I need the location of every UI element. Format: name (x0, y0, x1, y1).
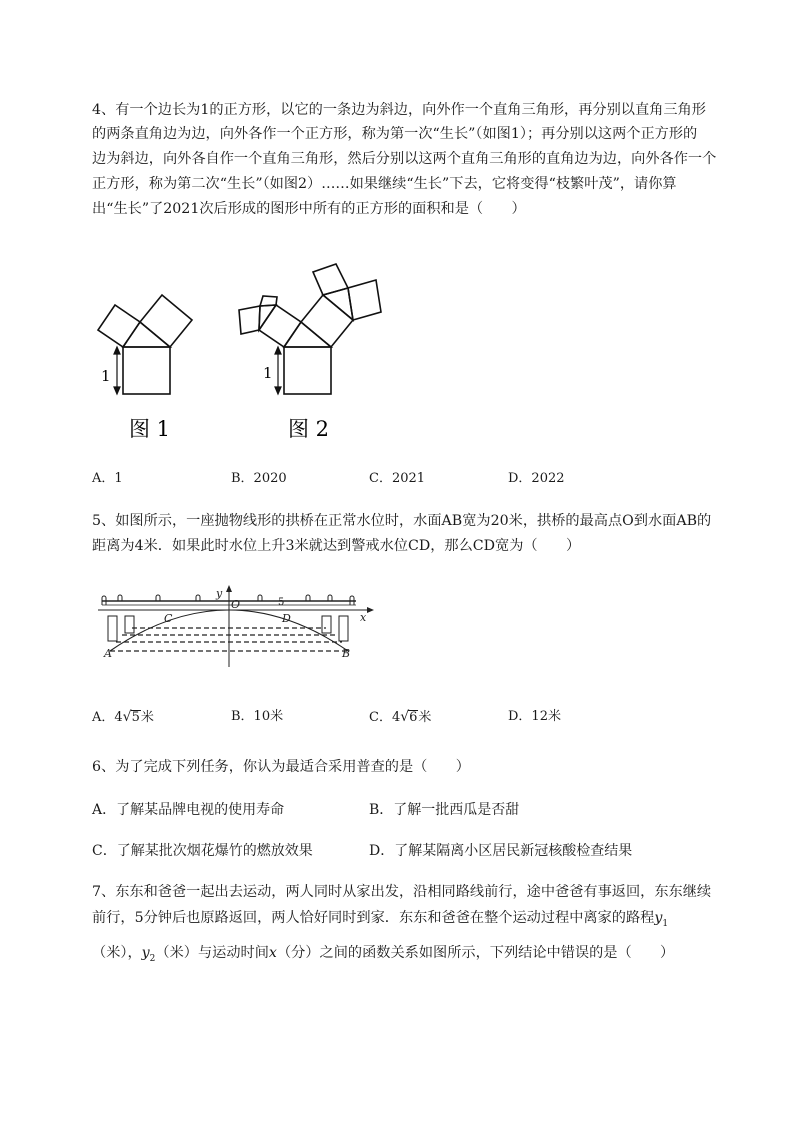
q5-option-a-unit: 米 (140, 710, 154, 725)
fig2-caption: 图 2 (288, 417, 330, 441)
pier-left-1 (108, 616, 117, 641)
label-x: x (360, 611, 367, 624)
q7-line-3-c: （分）之间的函数关系如图所示，下列结论中错误的是（ ） (276, 945, 675, 961)
q5-option-c-prefix: C．4 (369, 710, 401, 725)
fig1-triangle (123, 322, 170, 347)
label-b: B (342, 647, 351, 660)
q6-option-d[interactable]: D．了解某隔离小区居民新冠核酸检查结果 (369, 843, 633, 859)
fig2-base-square (284, 347, 331, 394)
q7-line-1: 7、东东和爸爸一起出去运动，两人同时从家出发，沿相同路线前行，途中爸爸有事返回，东东继续 (92, 884, 712, 900)
pier-right-2 (339, 616, 348, 641)
q7-line-3-a: （米）， (92, 945, 142, 961)
q7-line-3 (92, 943, 674, 969)
q5-option-c-unit: 米 (418, 710, 432, 725)
fig1-right-square (140, 295, 192, 347)
q7-var-y1: y (654, 910, 663, 926)
label-a: A (104, 647, 112, 660)
label-five: 5 (278, 597, 285, 608)
q7-var-x: x (268, 945, 277, 961)
q5-option-a-prefix: A．4 (92, 710, 123, 725)
fig1-base-square (123, 347, 170, 394)
q5-option-d[interactable]: D．12米 (508, 709, 561, 724)
fig2-triangle (284, 322, 331, 347)
q5-option-b[interactable]: B．10米 (231, 709, 284, 724)
q4-option-a[interactable]: A．1 (92, 471, 123, 486)
q4-line-2: 的两条直角边为边，向外各作一个正方形，称为第一次“生长”（如图1）；再分别以这两个正方形的 (92, 126, 698, 142)
q6-stem: 6、为了完成下列任务，你认为最适合采用普查的是（ ） (92, 759, 470, 775)
fig1-side-label: 1 (101, 367, 111, 385)
q6-option-a[interactable]: A．了解某品牌电视的使用寿命 (92, 802, 285, 818)
label-d: D (282, 612, 291, 625)
label-o: O (231, 598, 241, 611)
fig1-left-square (98, 305, 140, 347)
q5-option-c[interactable]: C．4√6米 (369, 709, 432, 725)
fig2-left-leaf-2 (260, 296, 277, 306)
q4-option-d[interactable]: D．2022 (508, 471, 565, 486)
x-axis-arrow (367, 607, 374, 613)
fig2-left-square (259, 305, 301, 347)
label-y: y (216, 587, 223, 600)
q7-line-2 (92, 908, 668, 934)
fig2-right-leaf-2 (348, 280, 381, 320)
q4-figure-2 (232, 258, 392, 443)
q4-line-3: 边为斜边，向外各自作一个直角三角形，然后分别以这两个直角三角形的直角边为边，向外各作一个 (92, 151, 717, 167)
q6-option-b[interactable]: B．了解一批西瓜是否甜 (369, 802, 520, 818)
fig1-caption: 图 1 (129, 417, 171, 441)
q7-line-2-text: 前行，5分钟后也原路返回，两人恰好同时到家．东东和爸爸在整个运动过程中离家的路程 (92, 910, 655, 926)
q7-line-3-b: （米）与运动时间 (155, 945, 269, 961)
q5-option-a[interactable]: A．4√5米 (92, 709, 154, 725)
fig2-left-triangle (259, 305, 276, 330)
q4-line-5: 出“生长”了2021次后形成的图形中所有的正方形的面积和是（ ） (92, 201, 526, 217)
fig2-right-square (301, 295, 353, 347)
q7-var-y2-sub: 2 (149, 953, 156, 964)
fig2-right-leaf-1 (313, 264, 348, 295)
q7-var-y2: y (141, 945, 150, 961)
q4-line-1: 4、有一个边长为1的正方形，以它的一条边为斜边，向外作一个直角三角形，再分别以直角三角形 (92, 102, 706, 118)
q5-line-2: 距离为4米．如果此时水位上升3米就达到警戒水位CD，那么CD宽为（ ） (92, 538, 581, 554)
q5-option-a-radicand: 5 (131, 710, 140, 725)
pier-right-1 (322, 616, 331, 633)
q5-line-1: 5、如图所示，一座抛物线形的拱桥在正常水位时，水面AB宽为20米，拱桥的最高点O到水面AB的 (92, 513, 712, 529)
q5-option-c-radicand: 6 (409, 710, 418, 725)
y-axis-arrow (226, 585, 232, 592)
label-c: C (164, 612, 173, 625)
q5-bridge-figure (98, 585, 378, 670)
q6-option-c[interactable]: C．了解某批次烟花爆竹的燃放效果 (92, 843, 313, 859)
q7-var-y1-sub: 1 (662, 918, 669, 929)
q4-option-b[interactable]: B．2020 (231, 471, 287, 486)
fig2-left-leaf-1 (239, 306, 260, 334)
fig2-side-label: 1 (263, 364, 273, 382)
pier-left-2 (125, 616, 134, 633)
q4-option-c[interactable]: C．2021 (369, 471, 426, 486)
q4-line-4: 正方形，称为第二次“生长”（如图2）……如果继续“生长”下去，它将变得“枝繁叶茂”，请你算 (92, 176, 677, 192)
q4-figure-1 (95, 290, 205, 440)
